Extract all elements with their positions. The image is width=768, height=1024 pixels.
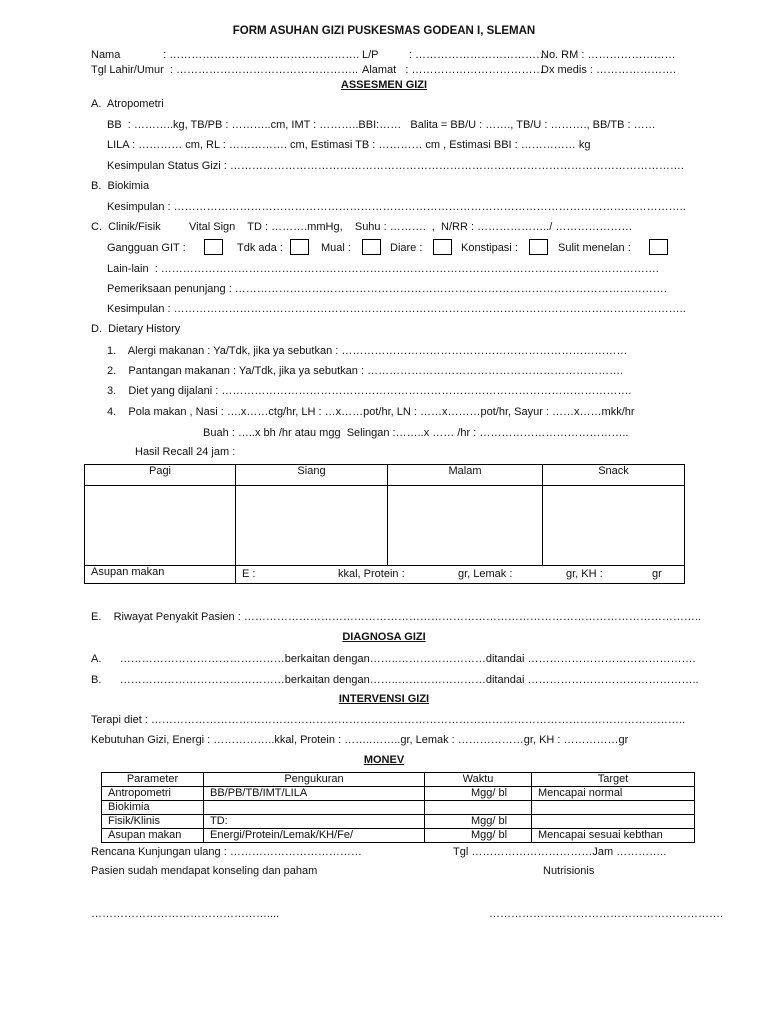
section-a-title: A. Atropometri [91, 98, 164, 110]
monev-waktu[interactable]: Mgg/ bl [425, 787, 532, 801]
recall-cell-pagi[interactable] [85, 486, 236, 566]
monev-pengukuran[interactable]: TD: [204, 815, 425, 829]
nutrisionis-label: Nutrisionis [543, 865, 595, 877]
riwayat-penyakit-line[interactable]: E. Riwayat Penyakit Pasien : …………………………………………………………………………………………………………….. [91, 611, 701, 623]
alamat-field[interactable]: Alamat : ……………………………… [362, 64, 544, 76]
recall-header-siang: Siang [236, 465, 388, 486]
antropometri-line-1[interactable]: BB : ………..kg, TB/PB : ………..cm, IMT : ………..BBI:…… Balita = BB/U : ……., TB/U : ………., BB/TB : …… [107, 119, 656, 131]
konstipasi-checkbox[interactable] [529, 239, 548, 255]
assesmen-heading: ASSESMEN GIZI [340, 79, 428, 91]
git-checkbox[interactable] [204, 239, 223, 255]
nama-field[interactable]: Nama : ……………………………………………. [91, 49, 360, 61]
diagnosa-b-line[interactable]: B. ………………………………………berkaitan dengan……..……………………ditandai ……………………………………….. [91, 674, 699, 686]
sulit-menelan-checkbox[interactable] [649, 239, 668, 255]
sulit-menelan-label: Sulit menelan : [558, 242, 631, 254]
buah-selingan-line[interactable]: Buah : …..x bh /hr atau mgg Selingan :……..x …… /hr : ………………………………….. [203, 427, 629, 439]
kebutuhan-gizi-line[interactable]: Kebutuhan Gizi, Energi : ……………..kkal, Protein : ……..……..gr, Lemak : ………………gr, KH : ……………gr [91, 734, 629, 746]
intervensi-heading: INTERVENSI GIZI [338, 693, 430, 705]
gr-label: gr [652, 568, 662, 580]
monev-pengukuran[interactable]: BB/PB/TB/IMT/LILA [204, 787, 425, 801]
recall-cell-snack[interactable] [543, 486, 685, 566]
mual-label: Mual : [321, 242, 351, 254]
signature-nutrisionis-line[interactable]: ………………………………………………………. [489, 908, 724, 920]
recall-table [84, 464, 685, 584]
monev-target[interactable] [532, 815, 695, 829]
monev-table [101, 772, 695, 843]
diare-label: Diare : [390, 242, 423, 254]
monev-parameter: Asupan makan [102, 829, 204, 843]
diagnosa-a-line[interactable]: A. ………………………………………berkaitan dengan……..……………………ditandai ………………………………………. [91, 653, 696, 665]
recall-header-pagi: Pagi [85, 465, 236, 486]
monev-parameter: Biokimia [102, 801, 204, 815]
section-b-title: B. Biokimia [91, 180, 150, 192]
antropometri-line-2[interactable]: LILA : ………… cm, RL : ……………. cm, Estimasi TB : ………… cm , Estimasi BBI : …………… kg [107, 139, 591, 151]
terapi-diet-line[interactable]: Terapi diet : ……………………………………………………………………………………………………………………………….. [91, 714, 686, 726]
recall-header-snack: Snack [543, 465, 685, 486]
konstipasi-label: Konstipasi : [461, 242, 518, 254]
monev-header-target: Target [532, 773, 695, 787]
recall-header-malam: Malam [388, 465, 543, 486]
energi-label: E : [242, 568, 256, 580]
biokimia-kesimpulan[interactable]: Kesimpulan : ………………………………………………………………………………………………………………………….. [107, 201, 686, 213]
diare-checkbox[interactable] [433, 239, 452, 255]
konseling-statement: Pasien sudah mendapat konseling dan paham [91, 865, 318, 877]
norm-field[interactable]: No. RM : …………………… [541, 49, 676, 61]
klinik-kesimpulan[interactable]: Kesimpulan : ………………………………………………………………………………………………………………………….. [107, 303, 686, 315]
tdk-ada-label: Tdk ada : [237, 242, 283, 254]
asupan-makan-values[interactable] [236, 566, 685, 584]
monev-header-pengukuran: Pengukuran [204, 773, 425, 787]
monev-target[interactable] [532, 801, 695, 815]
alergi-line[interactable]: 1. Alergi makanan : Ya/Tdk, jika ya sebutkan : …………………………………………………………………… [107, 345, 628, 357]
mual-checkbox[interactable] [362, 239, 381, 255]
status-gizi-line[interactable]: Kesimpulan Status Gizi : ……………………………………………………………………………………………………………. [107, 160, 684, 172]
recall-cell-malam[interactable] [388, 486, 543, 566]
monev-waktu[interactable]: Mgg/ bl [425, 815, 532, 829]
tdk-ada-checkbox[interactable] [290, 239, 309, 255]
monev-target[interactable]: Mencapai normal [532, 787, 695, 801]
pantangan-line[interactable]: 2. Pantangan makanan : Ya/Tdk, jika ya sebutkan : ……………………………………………………………. [107, 365, 624, 377]
monev-parameter: Antropometri [102, 787, 204, 801]
diagnosa-heading: DIAGNOSA GIZI [342, 631, 426, 643]
asupan-makan-label: Asupan makan [85, 566, 236, 584]
recall-label: Hasil Recall 24 jam : [135, 446, 236, 458]
monev-header-waktu: Waktu [425, 773, 532, 787]
rencana-kunjungan-line[interactable]: Rencana Kunjungan ulang : ……………………………… [91, 846, 362, 858]
section-c-title: C. Clinik/Fisik [91, 221, 161, 233]
diet-line[interactable]: 3. Diet yang dijalani : …………………………………………………………………………………………………. [107, 385, 632, 397]
monev-pengukuran[interactable] [204, 801, 425, 815]
gangguan-git-label: Gangguan GIT : [107, 242, 186, 254]
monev-waktu[interactable]: Mgg/ bl [425, 829, 532, 843]
section-d-title: D. Dietary History [91, 323, 181, 335]
monev-target[interactable]: Mencapai sesuai kebthan [532, 829, 695, 843]
monev-header-parameter: Parameter [102, 773, 204, 787]
form-title: FORM ASUHAN GIZI PUSKESMAS GODEAN I, SLEMAN [232, 25, 536, 37]
kkal-protein-label: kkal, Protein : [338, 568, 405, 580]
monev-pengukuran[interactable]: Energi/Protein/Lemak/KH/Fe/ [204, 829, 425, 843]
monev-parameter: Fisik/Klinis [102, 815, 204, 829]
gr-kh-label: gr, KH : [566, 568, 603, 580]
dx-medis-field[interactable]: Dx medis : …………………. [541, 64, 677, 76]
vital-sign-line[interactable]: Vital Sign TD : ……….mmHg, Suhu : ………. , N/RR : ………………../ ………………… [189, 221, 633, 233]
pemeriksaan-penunjang-line[interactable]: Pemeriksaan penunjang : ………………………………………………………………………………………………………. [107, 283, 667, 295]
signature-pasien-line[interactable]: ………………………………………….... [91, 908, 280, 920]
lain-lain-line[interactable]: Lain-lain : ………………………………………………………………………………………………………………………. [107, 263, 659, 275]
pola-makan-line[interactable]: 4. Pola makan , Nasi : ….x……ctg/hr, LH : …x……pot/hr, LN : ……x………pot/hr, Sayur : ……x……mkk/hr [107, 406, 635, 418]
monev-waktu[interactable] [425, 801, 532, 815]
lp-field[interactable]: L/P : ……………………………… [362, 49, 547, 61]
monev-heading: MONEV [363, 754, 405, 766]
recall-cell-siang[interactable] [236, 486, 388, 566]
tgl-jam-line[interactable]: Tgl ……………………………Jam ………….. [453, 846, 667, 858]
tgl-lahir-field[interactable]: Tgl Lahir/Umur : ………………………………………….. [91, 64, 359, 76]
gr-lemak-label: gr, Lemak : [458, 568, 513, 580]
